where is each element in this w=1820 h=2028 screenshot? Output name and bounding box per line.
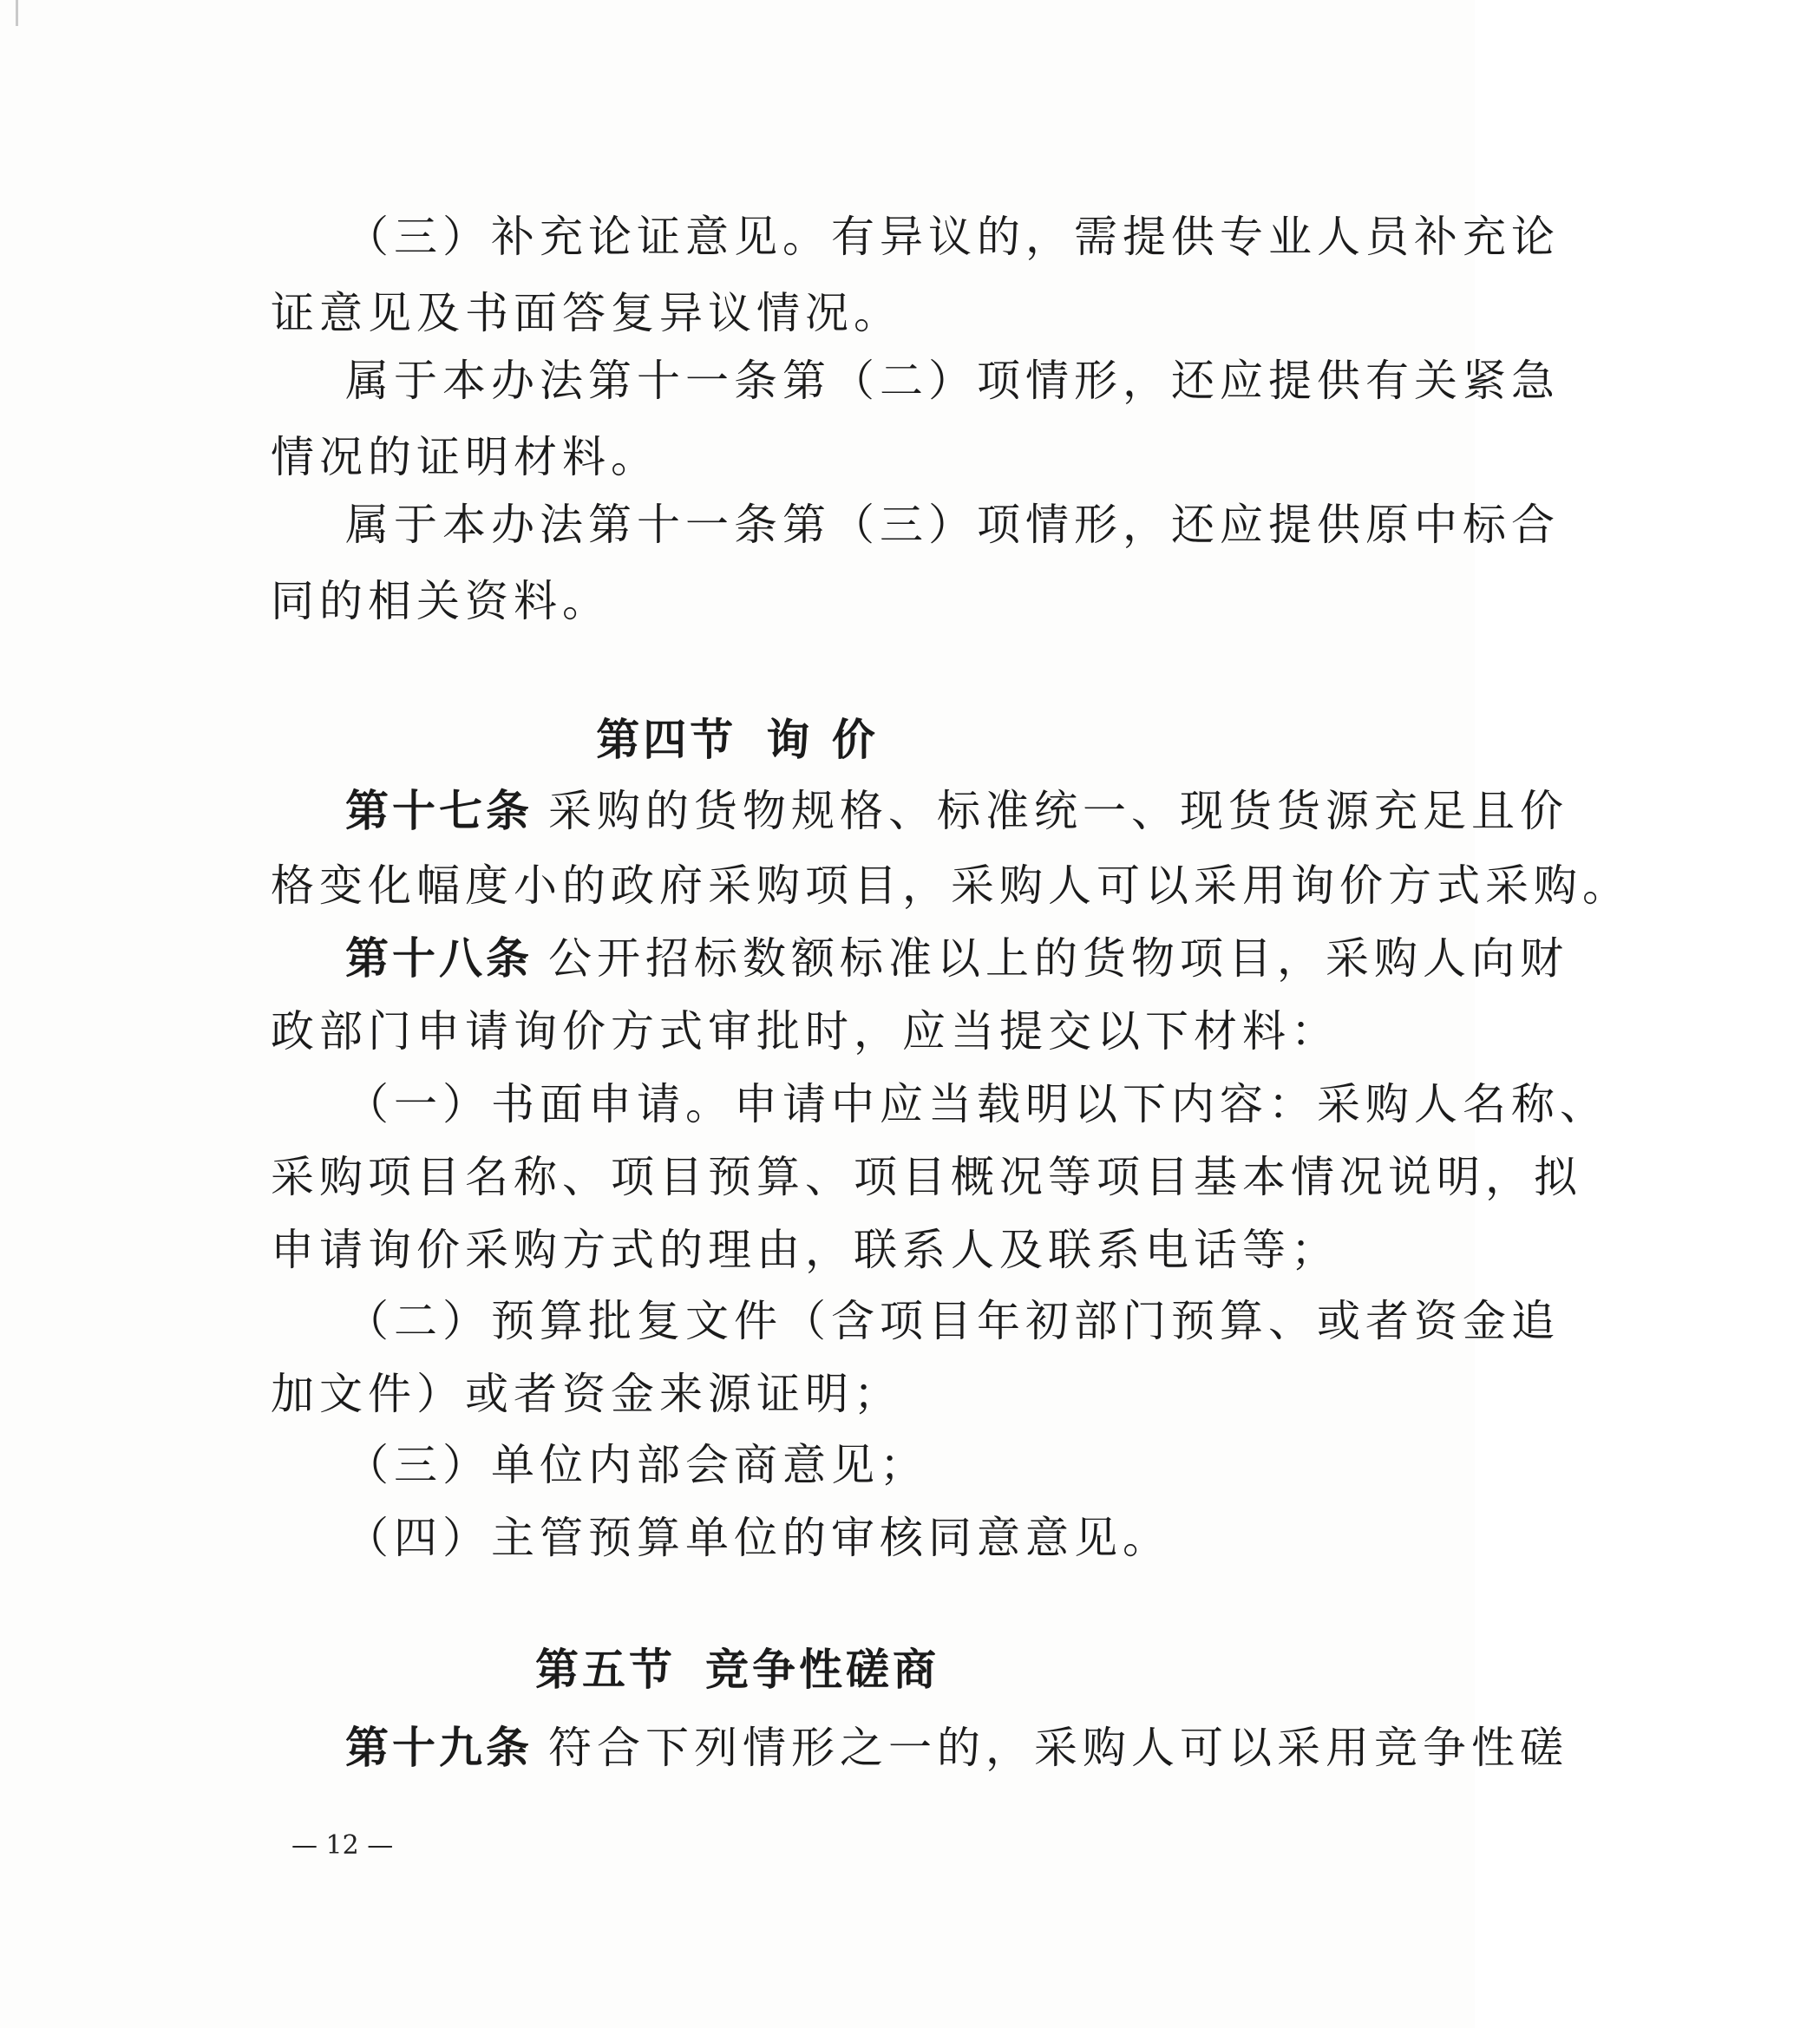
article-label: 第十七条 bbox=[345, 786, 533, 836]
section-heading bbox=[0, 1645, 1475, 1695]
list-item-line: 采购项目名称、项目预算、项目概况等项目基本情况说明，拟 bbox=[271, 1152, 1582, 1202]
article-line bbox=[0, 786, 1820, 836]
paragraph-line: 证意见及书面答复异议情况。 bbox=[271, 288, 902, 338]
article-text: 公开招标数额标准以上的货物项目，采购人向财 bbox=[548, 933, 1568, 984]
paragraph-line: 同的相关资料。 bbox=[271, 576, 611, 626]
paragraph-line: 情况的证明材料。 bbox=[271, 432, 659, 482]
article-label: 第十九条 bbox=[345, 1723, 533, 1773]
article-line bbox=[0, 933, 1820, 984]
article-text: 符合下列情形之一的，采购人可以采用竞争性磋 bbox=[548, 1723, 1568, 1773]
section-number: 第四节 bbox=[596, 715, 737, 765]
section-heading bbox=[0, 715, 1475, 765]
list-item-line: （一）书面申请。申请中应当载明以下内容：采购人名称、 bbox=[345, 1079, 1608, 1129]
paragraph-line: 属于本办法第十一条第（二）项情形，还应提供有关紧急 bbox=[345, 356, 1560, 406]
article-label: 第十八条 bbox=[345, 933, 533, 984]
list-item-line: 加文件）或者资金来源证明； bbox=[271, 1369, 902, 1419]
list-item-line: 申请询价采购方式的理由，联系人及联系电话等； bbox=[271, 1225, 1339, 1275]
article-text: 采购的货物规格、标准统一、现货货源充足且价 bbox=[548, 786, 1568, 836]
list-item-line: （二）预算批复文件（含项目年初部门预算、或者资金追 bbox=[345, 1296, 1560, 1346]
page-number: — 12 — bbox=[291, 1830, 394, 1861]
paragraph-line: 属于本办法第十一条第（三）项情形，还应提供原中标合 bbox=[345, 500, 1560, 550]
paragraph-line: 格变化幅度小的政府采购项目，采购人可以采用询价方式采购。 bbox=[271, 860, 1631, 911]
section-number: 第五节 bbox=[535, 1645, 676, 1695]
paragraph-line: （三）补充论证意见。有异议的，需提供专业人员补充论 bbox=[345, 212, 1560, 262]
scan-edge-mark bbox=[16, 0, 18, 26]
section-title: 询 价 bbox=[766, 715, 879, 765]
paragraph-line: 政部门申请询价方式审批时，应当提交以下材料： bbox=[271, 1006, 1339, 1057]
list-item-line: （三）单位内部会商意见； bbox=[345, 1440, 928, 1490]
section-title: 竞争性磋商 bbox=[705, 1645, 939, 1695]
article-line bbox=[0, 1723, 1820, 1773]
list-item-line: （四）主管预算单位的审核同意意见。 bbox=[345, 1513, 1171, 1563]
